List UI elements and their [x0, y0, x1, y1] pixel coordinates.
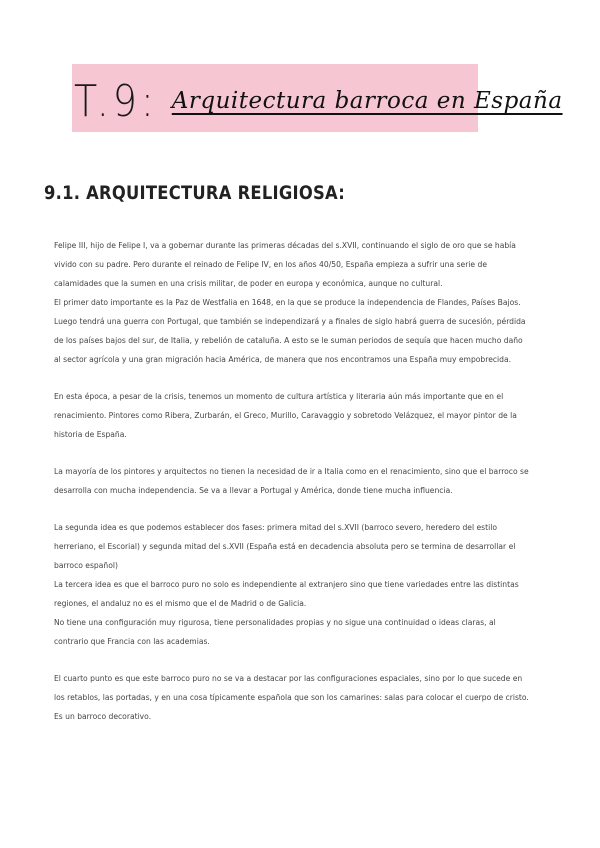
paragraph-1: Felipe III, hijo de Felipe I, va a gobernar durante las primeras décadas del s.XVII, continuando el siglo de oro que se había vivido con su padre. Pero durante el reinado de Felipe IV, en los años 40/50, España empieza a sufrir una serie de calamidades que la sumen en una crisis militar, de poder en europa y económica, aunque no cultural.: [54, 241, 516, 288]
paragraph-3: En esta época, a pesar de la crisis, tenemos un momento de cultura artística y literaria aún más importante que en el renacimiento. Pintores como Ribera, Zurbarán, el Greco, Murillo, Caravaggio y sobretodo Velázquez, el mayor pintor de la historia de España.: [54, 392, 517, 439]
paragraph-8: El cuarto punto es que este barroco puro no se va a destacar por las configuraciones espaciales, sino por lo que sucede en los retablos, las portadas, y en una cosa típicamente española que son los camarines: salas para colocar el cuerpo de cristo. Es un barroco decorativo.: [54, 674, 529, 721]
paragraph-gap: [54, 369, 530, 387]
topic-title: Arquitectura barroca en España: [171, 88, 563, 114]
section-heading: 9.1. ARQUITECTURA RELIGIOSA:: [44, 182, 346, 204]
topic-number: T.9:: [74, 75, 158, 127]
paragraph-gap: [54, 500, 530, 518]
paragraph-gap: [54, 651, 530, 669]
paragraph-gap: [54, 444, 530, 462]
paragraph-2: El primer dato importante es la Paz de Westfalia en 1648, en la que se produce la independencia de Flandes, Países Bajos. Luego tendrá una guerra con Portugal, que también se independizará y a finales de siglo habrá guerra de sucesión, pérdida de los países bajos del sur, de Italia, y rebelión de cataluña. A esto se le suman periodos de sequía que hacen mucho daño al sector agrícola y una gran migración hacia América, de manera que nos encontramos una España muy empobrecida.: [54, 298, 526, 364]
paragraph-7: No tiene una configuración muy rigurosa, tiene personalidades propias y no sigue una continuidad o ideas claras, al contrario que Francia con las academias.: [54, 618, 496, 646]
topic-header: [74, 76, 563, 126]
body-text: [54, 236, 530, 726]
paragraph-5: La segunda idea es que podemos establecer dos fases: primera mitad del s.XVII (barroco severo, heredero del estilo herreriano, el Escorial) y segunda mitad del s.XVII (España está en decadencia absoluta pero se termina de desarrollar el barroco español): [54, 523, 516, 570]
paragraph-4: La mayoría de los pintores y arquitectos no tienen la necesidad de ir a Italia como en el renacimiento, sino que el barroco se desarrolla con mucha independencia. Se va a llevar a Portugal y América, donde tiene mucha influencia.: [54, 467, 529, 495]
paragraph-6: La tercera idea es que el barroco puro no solo es independiente al extranjero sino que tiene variedades entre las distintas regiones, el andaluz no es el mismo que el de Madrid o de Galicia.: [54, 580, 519, 608]
